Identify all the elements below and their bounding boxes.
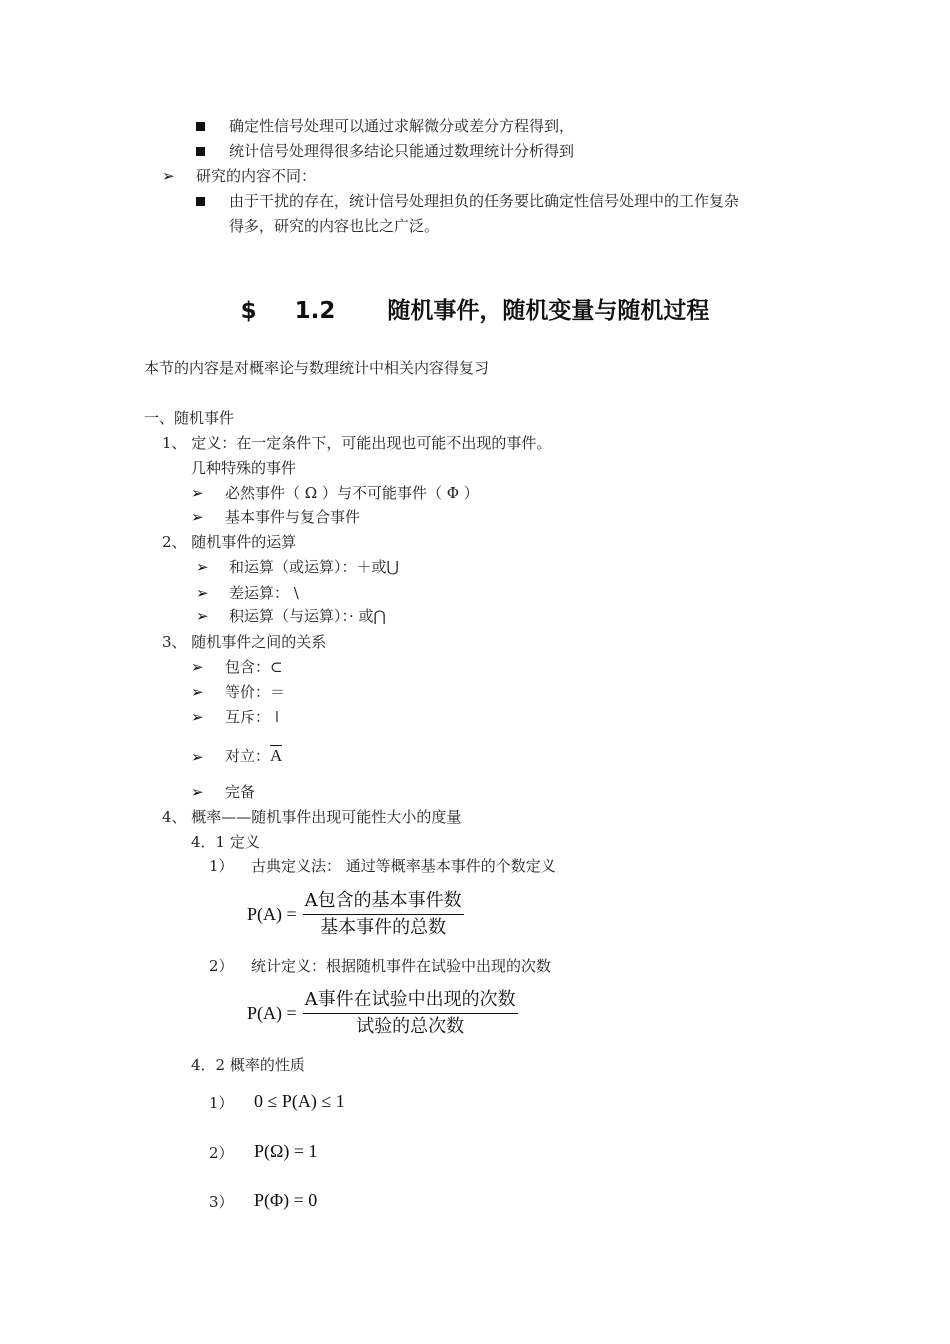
list-item: 2、 随机事件的运算 — [162, 533, 297, 551]
bullet-text: 得多，研究的内容也比之广泛。 — [229, 217, 440, 235]
formula-statistical — [247, 989, 518, 1038]
arrow-bullet-icon: ➢ — [191, 748, 204, 766]
list-item: 互斥： ǀ — [225, 708, 280, 726]
list-number: 2） — [209, 957, 234, 975]
formula-lhs: P(A) = — [247, 904, 297, 924]
section-title — [0, 296, 950, 326]
formula-denominator: 基本事件的总数 — [320, 917, 447, 938]
bullet-square — [196, 147, 205, 156]
list-item: 包含：⊂ — [225, 658, 283, 676]
formula-denominator: 试验的总次数 — [356, 1016, 465, 1037]
arrow-bullet-icon: ➢ — [191, 508, 204, 526]
arrow-bullet-icon: ➢ — [191, 658, 204, 676]
list-item: 古典定义法： 通过等概率基本事件的个数定义 — [251, 857, 556, 875]
list-item: 1、 定义：在一定条件下，可能出现也可能不出现的事件。 — [162, 434, 552, 452]
list-item: 4、 概率——随机事件出现可能性大小的度量 — [162, 808, 462, 826]
section-heading: 随机事件，随机变量与随机过程 — [387, 298, 710, 324]
arrow-bullet-icon: ➢ — [191, 708, 204, 726]
list-number: 1） — [209, 857, 234, 875]
bullet-square — [196, 122, 205, 131]
subsection-heading: 4．2 概率的性质 — [191, 1056, 305, 1074]
list-item: 必然事件（ Ω ）与不可能事件（ Φ ） — [225, 484, 479, 502]
formula-lhs: P(A) = — [247, 1003, 297, 1023]
list-item: 完备 — [225, 783, 256, 801]
bullet-text: 确定性信号处理可以通过求解微分或差分方程得到， — [229, 117, 575, 135]
arrow-bullet-icon: ➢ — [191, 484, 204, 502]
bullet-text: 由于干扰的存在，统计信号处理担负的任务要比确定性信号处理中的工作复杂 — [229, 192, 740, 210]
part-heading: 一、随机事件 — [144, 409, 235, 427]
section-number: 1.2 — [294, 298, 336, 324]
list-number: 3） — [209, 1193, 234, 1211]
formula-numerator: A包含的基本事件数 — [303, 890, 464, 915]
bullet-square — [196, 197, 205, 206]
arrow-bullet-icon: ➢ — [162, 167, 175, 185]
formula-classical — [247, 890, 464, 939]
list-item: 积运算（与运算）：· 或⋂ — [229, 607, 386, 625]
list-item: 几种特殊的事件 — [191, 459, 297, 477]
opposite-label: 对立： — [225, 747, 271, 765]
formula-numerator: A事件在试验中出现的次数 — [303, 989, 518, 1014]
list-item — [225, 745, 282, 766]
arrow-bullet-icon: ➢ — [196, 558, 209, 576]
arrow-bullet-icon: ➢ — [196, 607, 209, 625]
subsection-heading: 4．1 定义 — [191, 833, 260, 851]
section-symbol: $ — [240, 298, 257, 324]
property-formula: P(Φ) = 0 — [254, 1190, 318, 1210]
arrow-bullet-icon: ➢ — [191, 783, 204, 801]
list-item: 等价：＝ — [225, 683, 286, 701]
list-item: 基本事件与复合事件 — [225, 508, 361, 526]
arrow-bullet-icon: ➢ — [191, 683, 204, 701]
property-formula: P(Ω) = 1 — [254, 1141, 318, 1161]
intro-text: 本节的内容是对概率论与数理统计中相关内容得复习 — [144, 359, 490, 377]
list-number: 2） — [209, 1144, 234, 1162]
bullet-text: 统计信号处理得很多结论只能通过数理统计分析得到 — [229, 142, 575, 160]
list-item: 3、 随机事件之间的关系 — [162, 633, 327, 651]
property-formula: 0 ≤ P(A) ≤ 1 — [254, 1091, 345, 1111]
arrow-bullet-icon: ➢ — [196, 584, 209, 602]
list-item: 和运算（或运算）：＋或⋃ — [229, 558, 399, 576]
list-item: 统计定义：根据随机事件在试验中出现的次数 — [251, 957, 552, 975]
complement-symbol: A — [270, 746, 283, 765]
list-number: 1） — [209, 1094, 234, 1112]
list-item: 差运算： \ — [229, 584, 299, 602]
bullet-text: 研究的内容不同： — [196, 167, 317, 185]
